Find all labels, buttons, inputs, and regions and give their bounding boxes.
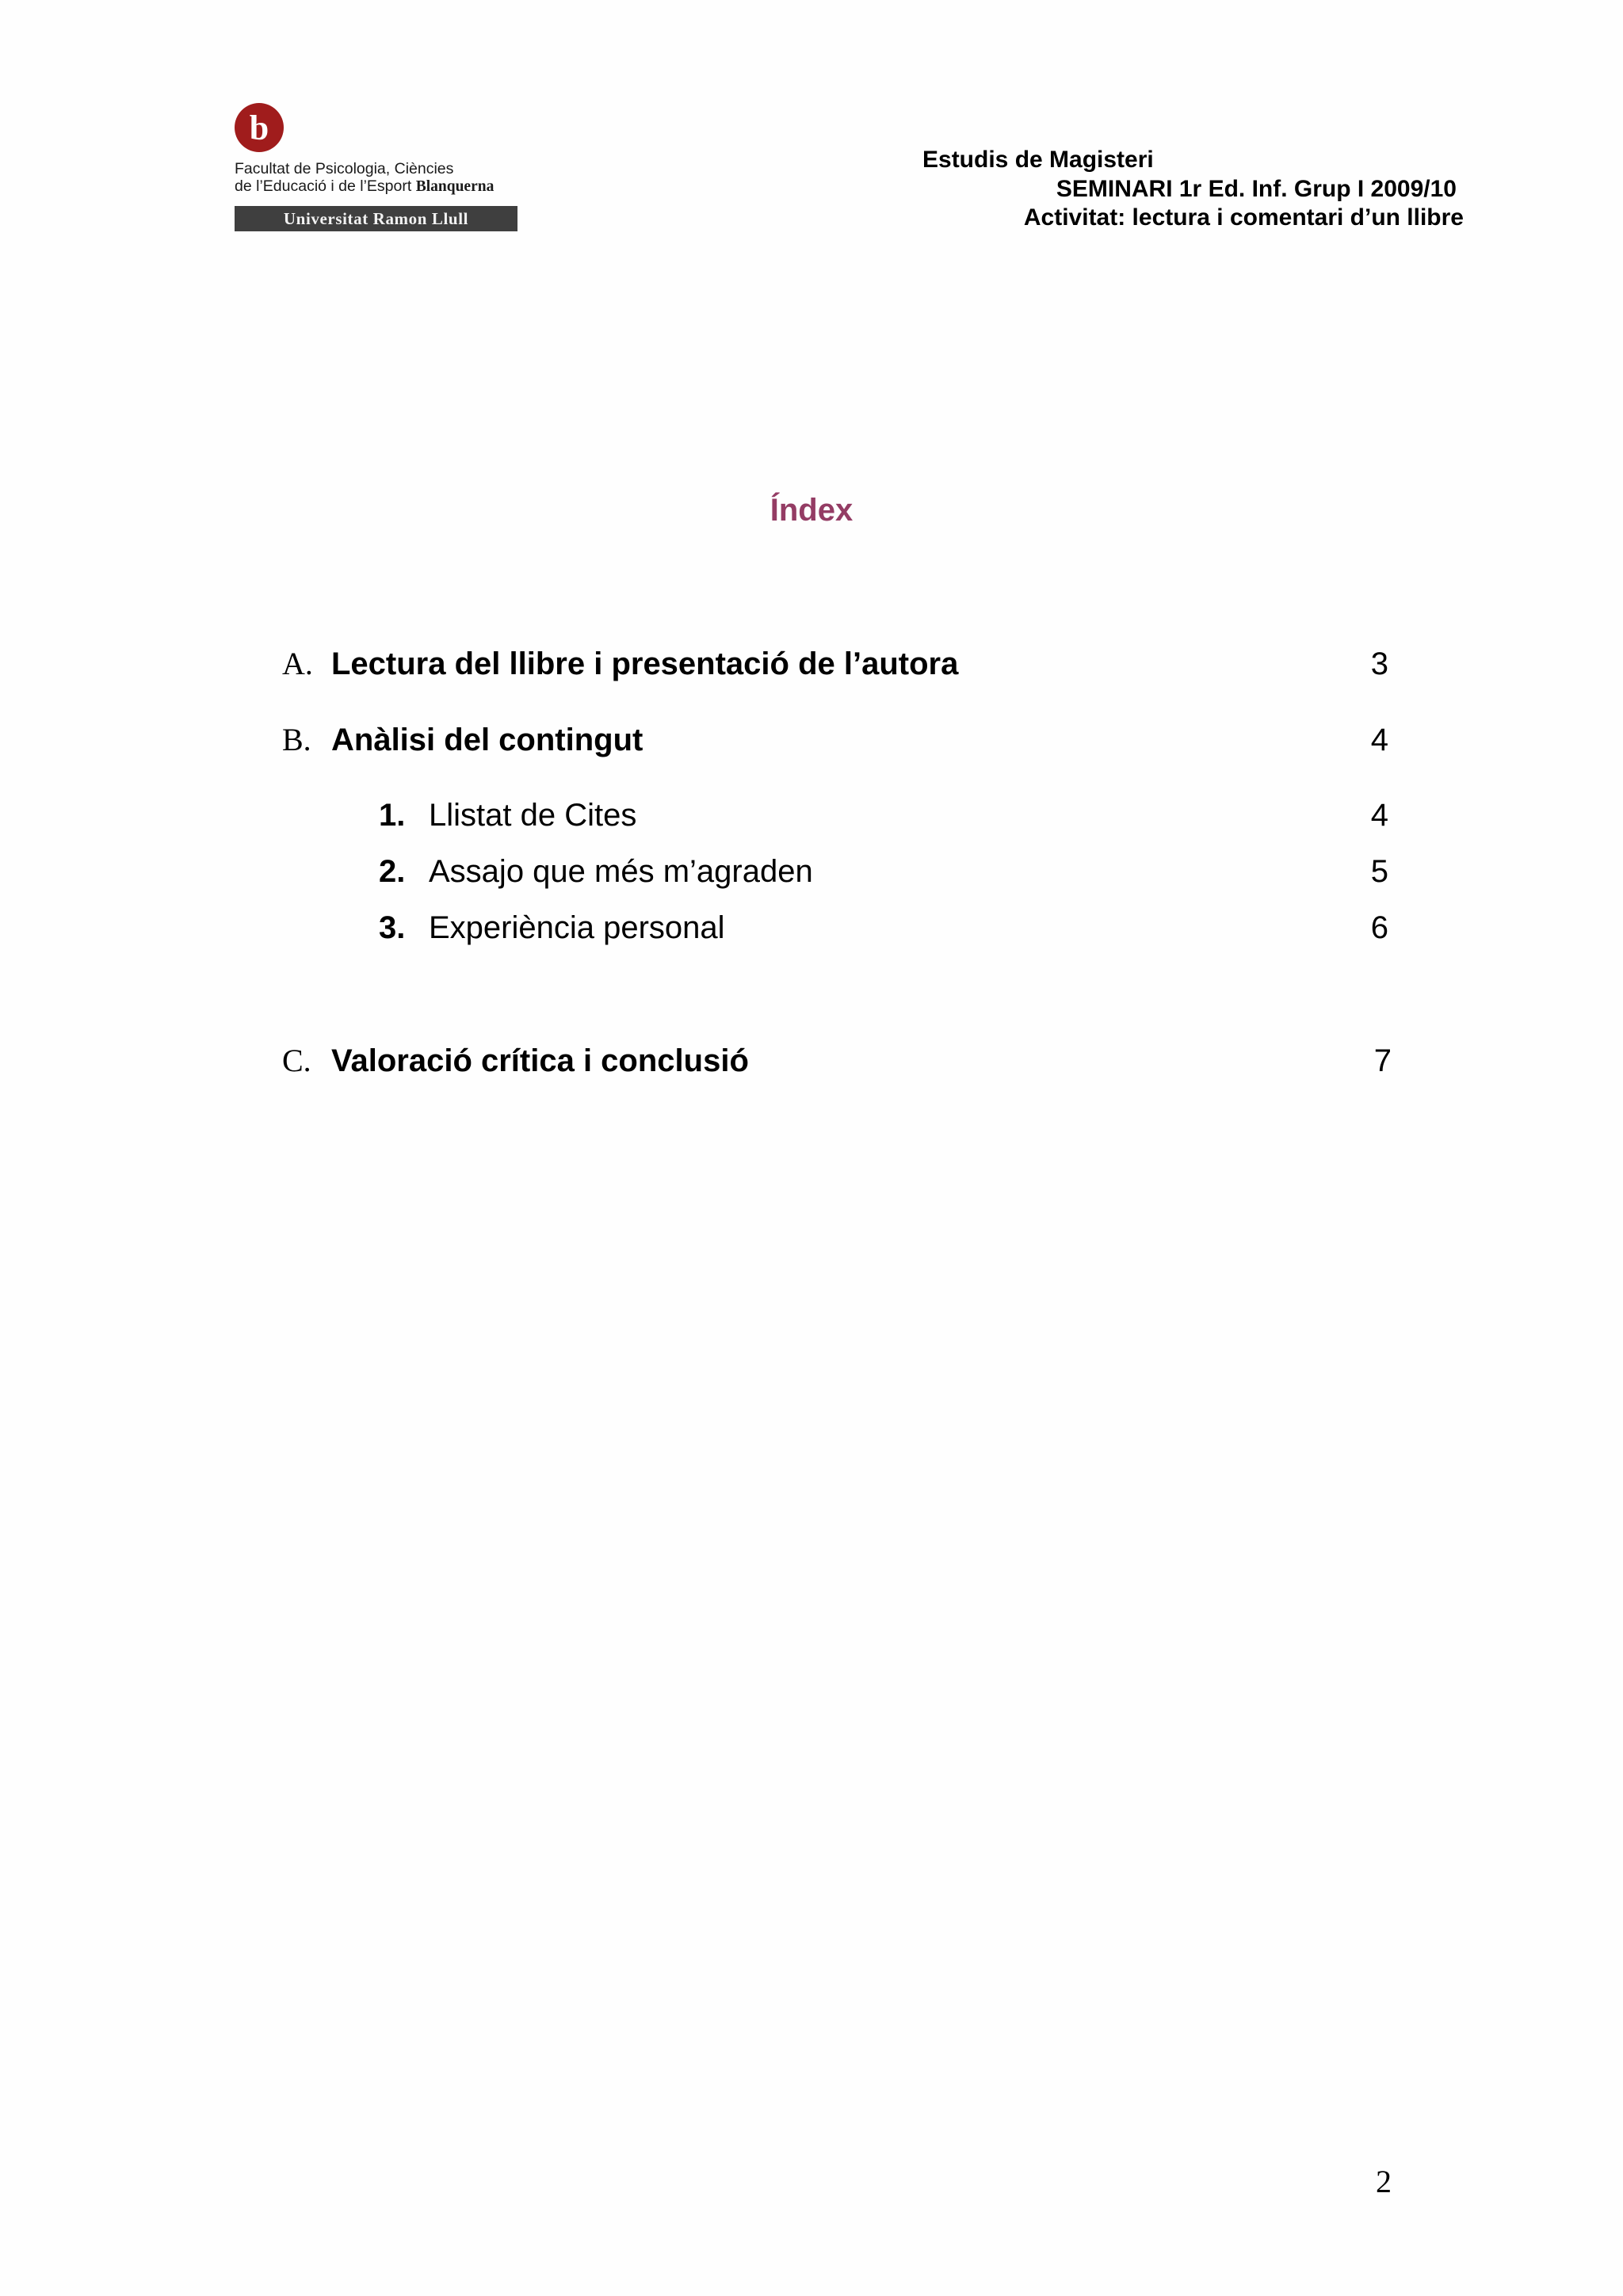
page-number: 2 <box>1376 2164 1392 2199</box>
header-activity: Activitat: lectura i comentari d’un llibre <box>1023 204 1464 231</box>
header-seminar: SEMINARI 1r Ed. Inf. Grup I 2009/10 <box>1056 176 1457 202</box>
toc-item-title: Valoració crítica i conclusió <box>331 1043 749 1078</box>
toc-item-c <box>0 1037 1623 1085</box>
blanquerna-logo-icon <box>235 103 284 152</box>
toc-item-b <box>0 716 1623 764</box>
index-title: Índex <box>769 493 854 528</box>
toc-item-page: 7 <box>1373 1043 1392 1078</box>
toc-item-title: Lectura del llibre i presentació de l’autora <box>331 646 959 681</box>
toc-item-page: 3 <box>1370 646 1388 681</box>
toc-subitem-2 <box>0 848 1623 895</box>
toc-subitem-number: 2. <box>379 854 406 889</box>
toc-subitem-1 <box>0 791 1623 839</box>
toc-subitem-page: 6 <box>1370 910 1388 945</box>
toc-subitem-title: Llistat de Cites <box>429 798 637 833</box>
toc-item-title: Anàlisi del contingut <box>331 723 643 757</box>
toc-subitem-title: Assajo que més m’agraden <box>429 854 813 889</box>
logo-brand-name: Blanquerna <box>415 178 495 195</box>
university-logo <box>235 103 520 238</box>
toc-subitem-number: 1. <box>379 798 406 833</box>
toc-subitem-3 <box>0 904 1623 952</box>
logo-faculty-line1: Facultat de Psicologia, Ciències <box>235 160 454 177</box>
toc-subitem-title: Experiència personal <box>429 910 725 945</box>
toc-subitem-page: 5 <box>1370 854 1388 889</box>
logo-faculty-line2-prefix: de l’Educació i de l’Esport <box>235 177 416 195</box>
header-studies: Estudis de Magisteri <box>922 147 1154 173</box>
toc-subitem-number: 3. <box>379 910 406 945</box>
toc-item-page: 4 <box>1370 723 1388 757</box>
logo-university-bar: Universitat Ramon Llull <box>235 206 517 231</box>
toc-item-letter: C. <box>282 1043 311 1078</box>
toc-item-letter: A. <box>282 646 313 681</box>
toc-subitem-page: 4 <box>1370 798 1388 833</box>
toc-item-a <box>0 640 1623 688</box>
svg-text:b: b <box>249 109 269 147</box>
toc-item-letter: B. <box>282 722 311 757</box>
logo-faculty-line2 <box>235 177 494 196</box>
